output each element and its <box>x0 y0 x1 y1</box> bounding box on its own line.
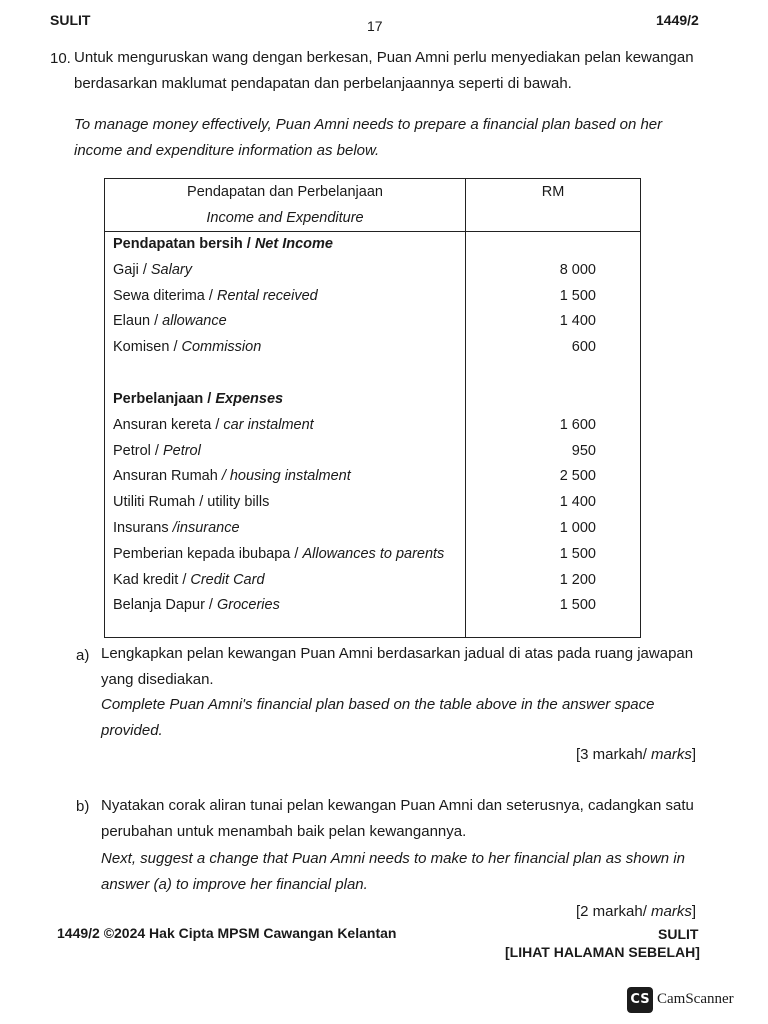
expense-section-ms: Perbelanjaan / <box>113 390 216 407</box>
part-a-malay <box>101 641 706 693</box>
row-value: 1 200 <box>466 568 641 594</box>
part-a-english <box>101 692 706 744</box>
row-label: Utiliti Rumah / utility bills <box>113 494 270 511</box>
table-row <box>105 464 641 490</box>
table-spacer-row <box>105 361 641 387</box>
footer-copyright: 1449/2 ©2024 Hak Cipta MPSM Cawangan Kelantan <box>57 925 397 941</box>
part-b-english <box>101 846 706 898</box>
intro-ms-line2: berdasarkan maklumat pendapatan dan perbelanjaannya seperti di bawah. <box>74 75 572 92</box>
table-row <box>105 335 641 361</box>
part-a-ms-line2: yang disediakan. <box>101 671 214 688</box>
row-value: 1 000 <box>466 516 641 542</box>
part-a-label: a) <box>76 647 90 664</box>
part-b-malay <box>101 793 706 845</box>
part-b-ms-line2: perubahan untuk menambah baik pelan kewangannya. <box>101 823 467 840</box>
camscanner-logo-icon: CS <box>627 987 653 1013</box>
header-paper-code: 1449/2 <box>656 12 699 28</box>
expense-section-label <box>105 387 466 413</box>
table-row <box>105 439 641 465</box>
table-row <box>105 284 641 310</box>
row-label: Pemberian kepada ibubapa / Allowances to parents <box>113 545 445 562</box>
income-section-row <box>105 232 641 258</box>
row-value: 1 400 <box>466 309 641 335</box>
part-b-label: b) <box>76 798 90 815</box>
footer-sulit: SULIT <box>658 926 699 942</box>
part-b-marks: [2 markah/ marks] <box>576 903 697 920</box>
table-spacer-row <box>105 619 641 638</box>
table-header-description <box>105 179 466 232</box>
header-en: Income and Expenditure <box>206 210 364 226</box>
table-row <box>105 568 641 594</box>
income-section-ms: Pendapatan bersih / <box>113 236 255 252</box>
row-label: Petrol / Petrol <box>113 442 201 459</box>
table-row <box>105 490 641 516</box>
row-label: Insurans /insurance <box>113 519 240 536</box>
table-row <box>105 542 641 568</box>
row-value: 1 600 <box>466 413 641 439</box>
row-value: 1 500 <box>466 284 641 310</box>
part-b-en-line2: answer (a) to improve her financial plan. <box>101 876 368 893</box>
header-ms: Pendapatan dan Perbelanjaan <box>187 184 383 200</box>
question-number: 10. <box>50 50 71 67</box>
row-label: Gaji / Salary <box>113 261 192 278</box>
question-intro-english <box>74 112 706 164</box>
row-value: 8 000 <box>466 258 641 284</box>
row-label: Komisen / Commission <box>113 339 262 356</box>
part-b-ms-line1: Nyatakan corak aliran tunai pelan kewangan Puan Amni dan seterusnya, cadangkan satu <box>101 797 694 814</box>
part-a-en-line2: provided. <box>101 722 163 739</box>
row-label: Belanja Dapur / Groceries <box>113 597 280 614</box>
table-header-row <box>105 179 641 232</box>
income-section-label <box>105 232 466 258</box>
income-expenditure-table <box>104 178 641 638</box>
row-value: 2 500 <box>466 464 641 490</box>
table-row <box>105 593 641 619</box>
row-value: 1 400 <box>466 490 641 516</box>
header-sulit: SULIT <box>50 12 91 28</box>
intro-en-line2: income and expenditure information as below. <box>74 142 380 159</box>
table-row <box>105 413 641 439</box>
table-row <box>105 258 641 284</box>
row-label: Ansuran Rumah / housing instalment <box>113 468 351 485</box>
table-row <box>105 309 641 335</box>
part-a-ms-line1: Lengkapkan pelan kewangan Puan Amni berdasarkan jadual di atas pada ruang jawapan <box>101 645 694 662</box>
camscanner-watermark: CamScanner <box>657 991 734 1007</box>
income-section-en: Net Income <box>254 236 333 252</box>
table-header-rm: RM <box>466 179 641 232</box>
page-number: 17 <box>367 18 383 34</box>
row-value: 1 500 <box>466 542 641 568</box>
intro-en-line1: To manage money effectively, Puan Amni needs to prepare a financial plan based on her <box>74 116 663 133</box>
row-value: 950 <box>466 439 641 465</box>
row-label: Sewa diterima / Rental received <box>113 287 318 304</box>
intro-ms-line1: Untuk menguruskan wang dengan berkesan, Puan Amni perlu menyediakan pelan kewangan <box>74 49 694 66</box>
part-b-en-line1: Next, suggest a change that Puan Amni needs to make to her financial plan as shown in <box>101 850 685 867</box>
part-a-marks: [3 markah/ marks] <box>576 746 697 763</box>
row-label: Ansuran kereta / car instalment <box>113 416 314 433</box>
part-a-en-line1: Complete Puan Amni's financial plan based on the table above in the answer space <box>101 696 655 713</box>
expense-section-row <box>105 387 641 413</box>
table-row <box>105 516 641 542</box>
row-label: Elaun / allowance <box>113 313 227 330</box>
expense-section-en: Expenses <box>215 390 284 407</box>
footer-next-page: [LIHAT HALAMAN SEBELAH] <box>505 944 700 960</box>
row-value: 1 500 <box>466 593 641 619</box>
row-value: 600 <box>466 335 641 361</box>
row-label: Kad kredit / Credit Card <box>113 571 265 588</box>
question-intro-malay <box>74 45 706 97</box>
